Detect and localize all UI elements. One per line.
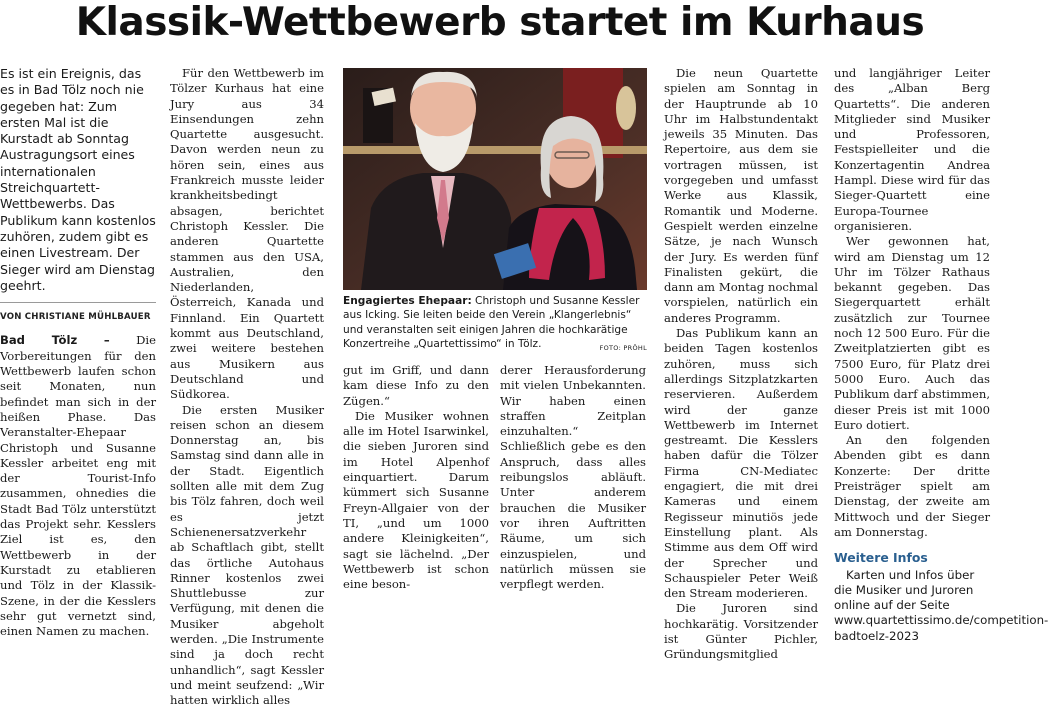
- photo-caption: [343, 294, 647, 355]
- photo-credit: FOTO: PRÖHL: [599, 343, 647, 352]
- dateline: Bad Tölz –: [0, 333, 110, 348]
- photo-illustration: [343, 68, 647, 290]
- info-box-text: Karten und Infos über die Musiker und Juroren online auf der Seite www.quartettissimo.de/competition-badtoelz-2023: [834, 567, 1048, 643]
- paragraph: Das Publikum kann an beiden Tagen kostenlos zuhören, muss sich allerdings Sitzplatzkarten reservieren. Außerdem wird der ganze Wettbewerb im Internet gestreamt. Die Kesslers haben dafür die Tölzer Firma CN-Mediatec engagiert, die mit drei Kameras und einem Regisseur minutiös jede Einstellung plant. Als Stimme aus dem Off wird der Sprecher und Schauspieler Peter Weiß den Stream moderieren.: [664, 326, 818, 601]
- paragraph: Die Juroren sind hochkarätig. Vorsitzender ist Günter Pichler, Gründungsmitglied: [664, 601, 818, 662]
- paragraph: Die Musiker wohnen alle im Hotel Isarwinkel, die sieben Juroren sind im Hotel Alpenhof einquartiert. Darum kümmert sich Susanne Freyn-Allgaier von der TI, „und um 1000 andere Kleinigkeiten“, sagt sie lächelnd. „Der Wettbewerb ist schon eine beson-: [343, 408, 489, 592]
- paragraph: gut im Griff, und dann kam diese Info zu den Zügen.“: [343, 363, 489, 408]
- paragraph: An den folgenden Abenden gibt es dann Konzerte: Der dritte Preisträger spielt am Dienstag, der zweite am Mittwoch und der Sieger am Donnerstag.: [834, 433, 990, 539]
- paragraph: Für den Wettbewerb im Tölzer Kurhaus hat eine Jury aus 34 Einsendungen zehn Quartette ausgesucht. Davon werden neun zu hören sein, eines aus Frankreich musste leider krankheitsbedingt absagen, berichtet Christoph Kessler. Die anderen Quartette stammen aus den USA, Australien, den Niederlanden, Österreich, Kanada und Finnland. Ein Quartett kommt aus Deutschland, zwei weitere bestehen aus Musikern aus Deutschland und Südkorea.: [170, 66, 324, 402]
- column-5: [664, 66, 818, 663]
- info-box-title: Weitere Infos: [834, 550, 928, 566]
- byline: VON CHRISTIANE MÜHLBAUER: [0, 312, 151, 323]
- paragraph-text: Die Vorbereitungen für den Wettbewerb laufen schon seit Monaten, nun befindet man sich in der heißen Phase. Das Veranstalter-Ehepaar Christoph und Susanne Kessler arbeitet eng mit der Tourist-Info zusammen, ohnedies die Stadt Bad Tölz unterstützt das Projekt sehr. Kesslers Ziel ist es, den Wettbewerb in der Kurstadt zu etablieren und Tölz in der Klassik-Szene, in der die Kesslers sehr gut vernetzt sind, einen Namen zu machen.: [0, 333, 156, 639]
- paragraph: und langjähriger Leiter des „Alban Berg Quartetts“. Die anderen Mitglieder sind Musiker und Professoren, Festspielleiter und die Konzertagentin Andrea Hampl. Diese wird für das Sieger-Quartett eine Europa-Tournee organisieren.: [834, 66, 990, 233]
- column-6: [834, 66, 1048, 644]
- caption-lead: Engagiertes Ehepaar:: [343, 295, 472, 307]
- paragraph: derer Herausforderung mit vielen Unbekannten. Wir haben einen straffen Zeitplan einzuhalten.“ Schließlich gebe es den Anspruch, dass alles reibungslos abläuft. Unter anderem brauchen die Musiker vor ihren Auftritten Räume, um sich einzuspielen, und natürlich müssen sie verpflegt werden.: [500, 363, 646, 592]
- paragraph: Die ersten Musiker reisen schon an diesem Donnerstag an, bis Samstag sind dann alle in der Stadt. Eigentlich sollten alle mit dem Zug bis Tölz fahren, doch weil es jetzt Schienenersatzverkehr ab Schaftlach gibt, stellt das örtliche Autohaus Rinner kostenlos zwei Shuttlebusse zur Verfügung, mit denen die Musiker abgeholt werden. „Die Instrumente sind ja doch recht unhandlich“, sagt Kessler und meint seufzend: „Wir hatten wirklich alles: [170, 402, 324, 708]
- headline: Klassik-Wettbewerb startet im Kurhaus: [75, 0, 925, 45]
- column-3: [343, 363, 489, 592]
- photo: [343, 68, 647, 290]
- paragraph: [0, 333, 156, 639]
- caption-text: Christoph und Susanne Kessler aus Icking. Sie leiten beide den Verein „Klangerlebnis“ und veranstalten seit einigen Jahren die hochkarätige Konzertreihe „Quartettissimo“ in Tölz.: [343, 295, 640, 350]
- intro-text: Es ist ein Ereignis, das es in Bad Tölz noch nie gegeben hat: Zum ersten Mal ist die Kurstadt ab Sonntag Austragungsort eines internationalen Streichquartett-Wettbewerbs. Das Publikum kann kostenlos zuhören, zudem gibt es einen Livestream. Der Sieger wird am Dienstag geehrt.: [0, 66, 156, 293]
- paragraph: Die neun Quartette spielen am Sonntag in der Hauptrunde ab 10 Uhr im Halbstundentakt jeweils 35 Minuten. Das Repertoire, aus dem sie vortragen müssen, ist vorgegeben und umfasst Werke aus Klassik, Romantik und Moderne. Gespielt werden einzelne Sätze, je nach Wunsch der Jury. Es werden fünf Finalisten gekürt, die dann am Montag nochmal vorspielen, natürlich ein anderes Programm.: [664, 66, 818, 325]
- paragraph: Wer gewonnen hat, wird am Dienstag um 12 Uhr im Tölzer Rathaus bekannt gegeben. Das Siegerquartett erhält zusätzlich zur Tournee noch 12 500 Euro. Für die Zweitplatzierten gibt es 7500 Euro, für Platz drei 5000 Euro. Auch das Publikum darf abstimmen, dieser Preis ist mit 1000 Euro dotiert.: [834, 234, 990, 432]
- column-2: [170, 66, 324, 708]
- column-1: [0, 66, 156, 639]
- divider: [0, 302, 156, 303]
- column-4: [500, 363, 646, 592]
